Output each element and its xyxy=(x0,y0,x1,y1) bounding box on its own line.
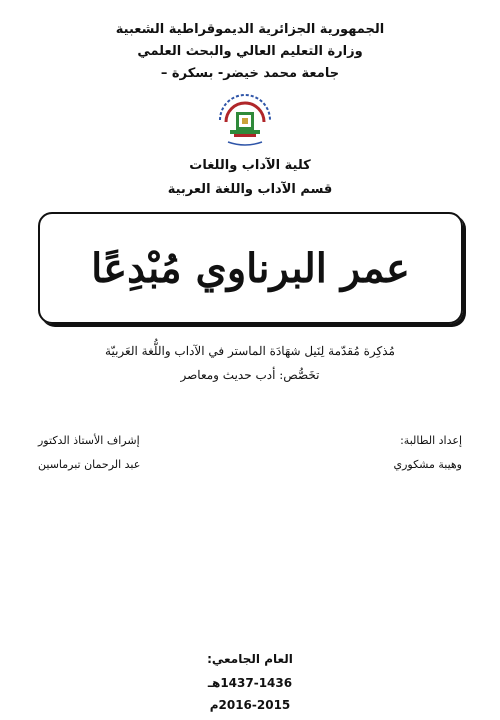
academic-year-label: العام الجامعي: xyxy=(207,652,293,666)
supervisor-label: إشراف الأستاذ الدكتور xyxy=(38,434,140,447)
university-name: جامعة محمد خيضر- بسكرة – xyxy=(160,66,340,81)
department-name: قسم الآداب واللغة العربية xyxy=(167,182,333,197)
student-name: وهيبة مشكوري xyxy=(393,458,462,471)
thesis-title: عمر البرناوي مُبْدِعًا xyxy=(91,244,410,292)
faculty-name: كلية الآداب واللغات xyxy=(189,158,311,173)
academic-year-gregorian: 2016-2015م xyxy=(209,698,291,712)
academic-year-hijri: 1437-1436هـ xyxy=(207,676,293,690)
supervisor-name: عبد الرحمان تبرماسين xyxy=(38,458,141,471)
republic-name: الجمهورية الجزائرية الديموقراطية الشعبية xyxy=(115,22,385,37)
university-emblem-icon xyxy=(214,90,276,150)
thesis-title-box xyxy=(38,212,463,324)
student-label: إعداد الطالبة: xyxy=(400,434,462,447)
ministry-name: وزارة التعليم العالي والبحث العلمي xyxy=(137,44,363,59)
thesis-description: مُذكِرة مُقدّمة لِنَيل شهَادَة الماستر في الآداب واللُّغة العَربيّة xyxy=(105,344,395,358)
thesis-specialty: تخَصُّص: أدب حديث ومعاصر xyxy=(180,368,320,382)
